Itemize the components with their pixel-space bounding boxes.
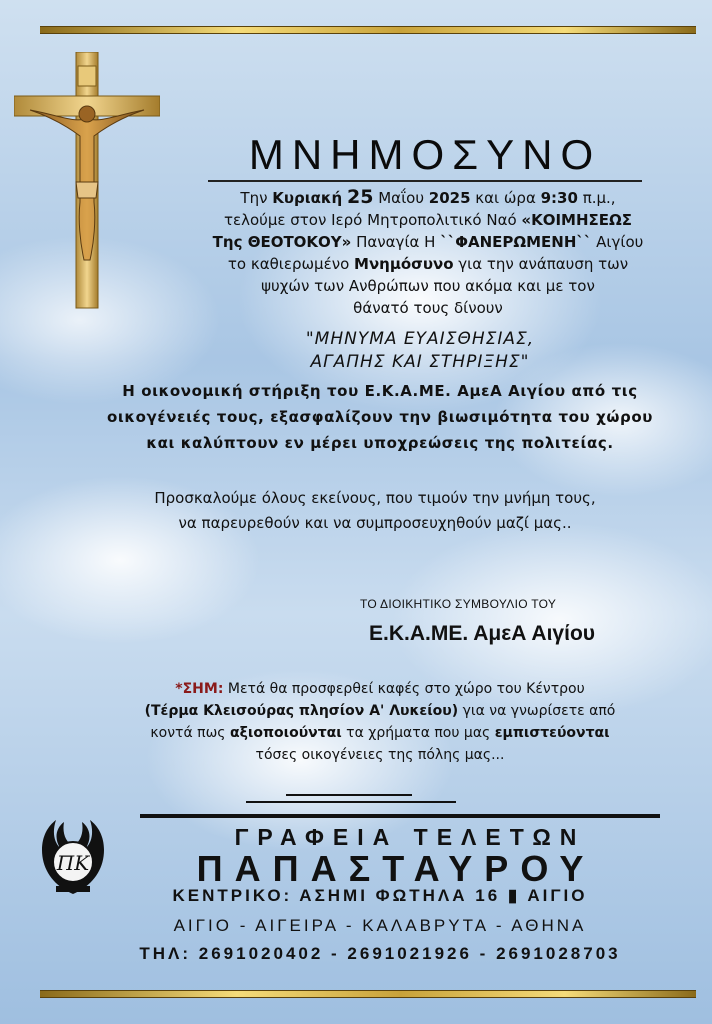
top-gold-rule [40, 26, 696, 34]
logo-letters: ΠΚ [56, 851, 90, 875]
intro-text: ψυχών των Ανθρώπων που ακόμα και με τον [261, 277, 595, 295]
funeral-home-phones: ΤΗΛ: 2691020402 - 2691021926 - 2691028703 [139, 944, 621, 963]
footer-divider [286, 794, 412, 796]
intro-text: τελούμε στον Ιερό Μητροπολιτικό Ναό [223, 211, 522, 229]
intro-paragraph [168, 186, 688, 319]
board-name: Ε.Κ.Α.ΜΕ. ΑμεΑ Αιγίου [369, 622, 595, 645]
intro-church: «ΚΟΙΜΗΣΕΩΣ [521, 211, 633, 229]
note-text: για να γνωρίσετε από [458, 703, 616, 719]
quote-line: ΑΓΑΠΗΣ ΚΑΙ ΣΤΗΡΙΞΗΣ" [310, 352, 530, 372]
funeral-home-branches: ΑΙΓΙΟ - ΑΙΓΕΙΡΑ - ΚΑΛΑΒΡΥΤΑ - ΑΘΗΝΑ [173, 916, 587, 935]
note-emphasis: εμπιστεύονται [494, 725, 610, 741]
note-text: τα χρήματα που μας [341, 725, 495, 741]
support-line: και καλύπτουν εν μέρει υποχρεώσεις της πολιτείας. [146, 434, 614, 452]
title-underline [208, 180, 642, 182]
note-marker: *ΣΗΜ: [175, 681, 224, 697]
intro-text: Την [240, 189, 273, 207]
intro-text: για την ανάπαυση των [453, 255, 629, 273]
intro-year: 2025 [428, 189, 471, 207]
footer-divider [140, 814, 660, 818]
quote-block [200, 328, 640, 374]
intro-day: Κυριακή [272, 189, 343, 207]
intro-church: Της ΘΕΟΤΟΚΟΥ» [212, 233, 352, 251]
funeral-home-title: ΓΡΑΦΕΙΑ ΤΕΛΕΤΩΝ [234, 824, 586, 850]
quote-line: "ΜΗΝΥΜΑ ΕΥΑΙΣΘΗΣΙΑΣ, [305, 329, 535, 349]
intro-text: Παναγία Η [351, 233, 441, 251]
support-paragraph [70, 378, 690, 456]
note-emphasis: αξιοποιούνται [229, 725, 342, 741]
board-label: ΤΟ ΔΙΟΙΚΗΤΙΚΟ ΣΥΜΒΟΥΛΙΟ ΤΟΥ [360, 597, 557, 611]
support-line: Η οικονομική στήριξη του Ε.Κ.Α.ΜΕ. ΑμεΑ Αιγίου από τις [122, 382, 638, 400]
intro-text: Μαΐου [373, 189, 429, 207]
crucifix-icon [14, 52, 160, 310]
intro-church-name: ``ΦΑΝΕΡΩΜΕΝΗ`` [440, 233, 592, 251]
funeral-home-name: ΠΑΠΑΣΤΑΥΡΟΥ [196, 848, 596, 889]
note-text: Μετά θα προσφερθεί καφές στο χώρο του Κέντρου [223, 681, 585, 697]
page-title: ΜΝΗΜΟΣΥΝΟ [248, 131, 602, 178]
intro-date-day: 25 [347, 186, 374, 208]
note-text: κοντά πως [150, 725, 230, 741]
funeral-home-address: ΚΕΝΤΡΙΚΟ: ΑΣΗΜΙ ΦΩΤΗΛΑ 16 ▮ ΑΙΓΙΟ [172, 886, 588, 905]
intro-text: το καθιερωμένο [227, 255, 355, 273]
intro-text: και ώρα [470, 189, 541, 207]
support-line: οικογένειές τους, εξασφαλίζουν την βιωσιμότητα του χώρου [107, 408, 653, 426]
note-location: (Τέρμα Κλεισούρας πλησίον Α' Λυκείου) [144, 703, 459, 719]
intro-memorial: Μνημόσυνο [354, 255, 454, 273]
intro-time: 9:30 [540, 189, 578, 207]
bottom-gold-rule [40, 990, 696, 998]
intro-text: θάνατό τους δίνουν [353, 299, 503, 317]
invite-line: Προσκαλούμε όλους εκείνους, που τιμούν την μνήμη τους, [154, 489, 596, 507]
footer-divider [246, 801, 456, 803]
note-paragraph [70, 678, 690, 766]
note-text: τόσες οικογένειες της πόλης μας... [255, 747, 505, 763]
invite-paragraph [60, 486, 690, 536]
invite-line: να παρευρεθούν και να συμπροσευχηθούν μαζί μας.. [178, 514, 572, 532]
intro-text: π.μ., [577, 189, 616, 207]
intro-text: Αιγίου [591, 233, 644, 251]
